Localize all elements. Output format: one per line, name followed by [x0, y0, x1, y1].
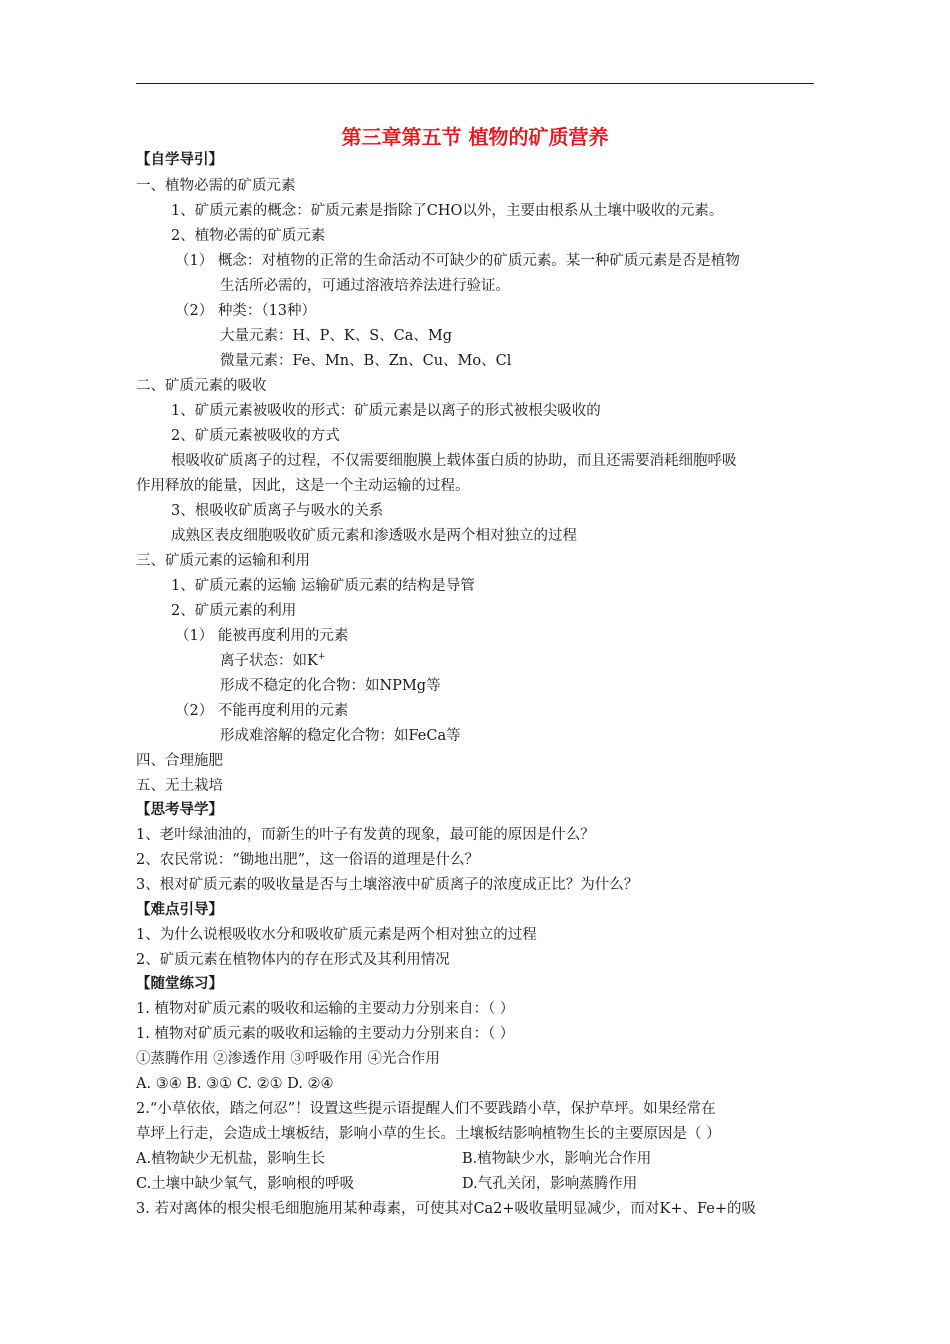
- text-line: 微量元素：Fe、Mn、B、Zn、Cu、Mo、Cl: [220, 353, 512, 369]
- text-line: （2） 不能再度利用的元素: [175, 703, 349, 719]
- text-line: 成熟区表皮细胞吸收矿质元素和渗透吸水是两个相对独立的过程: [171, 528, 577, 544]
- heading-1: 一、植物必需的矿质元素: [136, 178, 296, 194]
- superscript: +: [317, 652, 326, 663]
- text-line: 形成不稳定的化合物：如NPMg等: [220, 678, 441, 694]
- question-line: 2、农民常说：“锄地出肥”，这一俗语的道理是什么？: [136, 852, 480, 868]
- section-heading: 【自学导引】: [136, 152, 223, 168]
- section-heading: 【难点引导】: [136, 902, 223, 918]
- choice-a: A.植物缺少无机盐，影响生长: [136, 1151, 326, 1167]
- question-line: 2、矿质元素在植物体内的存在形式及其利用情况: [136, 952, 450, 968]
- text-line: 1、矿质元素的运输 运输矿质元素的结构是导管: [171, 578, 475, 594]
- exercise-line: 1. 植物对矿质元素的吸收和运输的主要动力分别来自：（ ）: [136, 1001, 515, 1017]
- text-line: （2） 种类：（13种）: [175, 303, 317, 319]
- question-line: 1、老叶绿油油的，而新生的叶子有发黄的现象，最可能的原因是什么？: [136, 827, 595, 843]
- text-line: 大量元素：H、P、K、S、Ca、Mg: [220, 328, 453, 344]
- exercise-choices: A. ③④ B. ③① C. ②① D. ②④: [136, 1076, 334, 1092]
- text-line: 根吸收矿质离子的过程，不仅需要细胞膜上载体蛋白质的协助，而且还需要消耗细胞呼吸: [171, 453, 737, 469]
- text-line: 1、矿质元素的概念：矿质元素是指除了CHO以外，主要由根系从土壤中吸收的元素。: [171, 203, 724, 219]
- text-line: （1） 能被再度利用的元素: [175, 628, 349, 644]
- exercise-options: ①蒸腾作用 ②渗透作用 ③呼吸作用 ④光合作用: [136, 1051, 440, 1067]
- section-heading: 【思考导学】: [136, 802, 223, 818]
- text-line: （1） 概念：对植物的正常的生命活动不可缺少的矿质元素。某一种矿质元素是否是植物: [175, 253, 740, 269]
- question-line: 3、根对矿质元素的吸收量是否与土壤溶液中矿质离子的浓度成正比？为什么？: [136, 877, 639, 893]
- text-line: 离子状态：如K+: [220, 652, 326, 669]
- heading-4: 四、合理施肥: [136, 753, 223, 769]
- exercise-line: 草坪上行走，会造成土壤板结，影响小草的生长。土壤板结影响植物生长的主要原因是（ ）: [136, 1126, 721, 1142]
- choice-b: B.植物缺少水，影响光合作用: [462, 1151, 652, 1167]
- heading-2: 二、矿质元素的吸收: [136, 378, 267, 394]
- choice-c: C.土壤中缺少氧气，影响根的呼吸: [136, 1176, 355, 1192]
- text-line: 3、根吸收矿质离子与吸水的关系: [171, 503, 384, 519]
- text-line: 生活所必需的，可通过溶液培养法进行验证。: [220, 278, 510, 294]
- text-line: 2、矿质元素被吸收的方式: [171, 428, 340, 444]
- text-line: 形成难溶解的稳定化合物：如FeCa等: [220, 728, 461, 744]
- exercise-line: 2.“小草依依，踏之何忍”！设置这些提示语提醒人们不要践踏小草，保护草坪。如果经常在: [136, 1101, 716, 1117]
- text-line: 1、矿质元素被吸收的形式：矿质元素是以离子的形式被根尖吸收的: [171, 403, 601, 419]
- exercise-line: 3. 若对离体的根尖根毛细胞施用某种毒素，可使其对Ca2+吸收量明显减少，而对K+、Fe+的吸: [136, 1201, 757, 1217]
- header-rule: [136, 83, 814, 84]
- text-line: 2、植物必需的矿质元素: [171, 228, 326, 244]
- section-heading: 【随堂练习】: [136, 976, 223, 992]
- text-line: 作用释放的能量，因此，这是一个主动运输的过程。: [136, 478, 470, 494]
- text-line: 2、矿质元素的利用: [171, 603, 297, 619]
- exercise-line: 1. 植物对矿质元素的吸收和运输的主要动力分别来自：（ ）: [136, 1026, 515, 1042]
- heading-3: 三、矿质元素的运输和利用: [136, 553, 310, 569]
- page-title: 第三章第五节 植物的矿质营养: [341, 125, 609, 149]
- heading-5: 五、无土栽培: [136, 778, 223, 794]
- question-line: 1、为什么说根吸收水分和吸收矿质元素是两个相对独立的过程: [136, 927, 537, 943]
- choice-d: D.气孔关闭，影响蒸腾作用: [462, 1176, 638, 1192]
